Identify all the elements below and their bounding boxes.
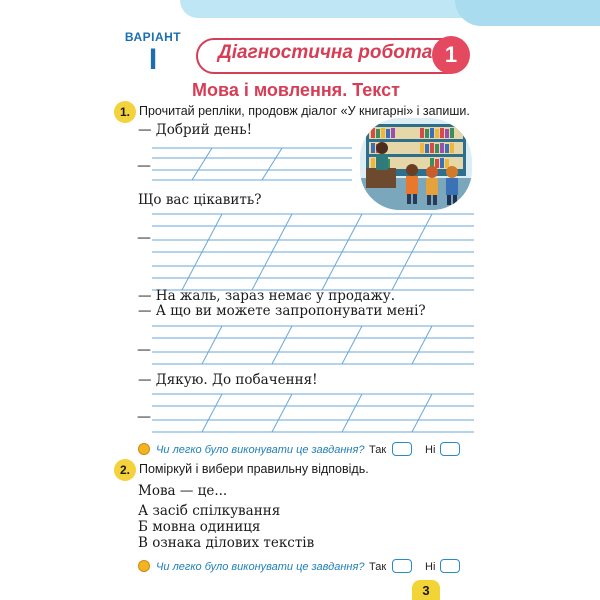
- writing-lines[interactable]: [152, 210, 474, 292]
- top-decoration: [180, 0, 480, 18]
- bookstore-illustration: [360, 118, 472, 210]
- page-subtitle: Мова і мовлення. Текст: [192, 80, 400, 100]
- writing-lines[interactable]: [152, 322, 474, 368]
- dialog-line: — Дякую. До побачення!: [138, 372, 318, 388]
- smiley-icon: [138, 443, 150, 455]
- dialog-line: — На жаль, зараз немає у продажу.: [138, 288, 396, 304]
- answer-dash: —: [137, 230, 151, 246]
- answer-option[interactable]: В ознака ділових текстів: [138, 535, 315, 551]
- feedback-no-checkbox[interactable]: [440, 442, 460, 456]
- variant-label: ВАРІАНТ: [124, 30, 182, 44]
- task-number: 2.: [114, 459, 136, 481]
- task-number: 1.: [114, 101, 136, 123]
- feedback-yes-label: Так: [369, 561, 387, 573]
- dialog-line: — Добрий день!: [138, 122, 253, 138]
- feedback-yes-checkbox[interactable]: [392, 442, 412, 456]
- answer-dash: —: [137, 342, 151, 358]
- smiley-icon: [138, 560, 150, 572]
- dialog-line: — А що ви можете запропонувати мені?: [138, 303, 426, 319]
- feedback-yes-checkbox[interactable]: [392, 559, 412, 573]
- task-instruction: Поміркуй і вибери правильну відповідь.: [139, 462, 369, 476]
- question-stem: Мова — це...: [138, 483, 228, 499]
- answer-option[interactable]: Б мовна одиниця: [138, 519, 261, 535]
- answer-option[interactable]: А засіб спілкування: [138, 503, 281, 519]
- variant-number: I: [148, 43, 158, 76]
- feedback-no-checkbox[interactable]: [440, 559, 460, 573]
- feedback-question: Чи легко було виконувати це завдання?: [156, 561, 365, 573]
- feedback-no-label: Ні: [425, 561, 436, 573]
- page-number: 3: [412, 580, 440, 600]
- feedback-yes-label: Так: [369, 444, 387, 456]
- variant-block: [118, 30, 188, 75]
- dialog-line: Що вас цікавить?: [138, 192, 262, 208]
- writing-lines[interactable]: [152, 144, 352, 184]
- writing-lines[interactable]: [152, 390, 474, 436]
- answer-dash: —: [137, 158, 151, 174]
- title-number-badge: 1: [432, 36, 470, 74]
- task-instruction: Прочитай репліки, продовж діалог «У книгарні» і запиши.: [139, 104, 470, 118]
- page-title: Діагностична робота: [218, 42, 433, 63]
- feedback-question: Чи легко було виконувати це завдання?: [156, 444, 365, 456]
- top-decoration-right: [455, 0, 600, 26]
- answer-dash: —: [137, 409, 151, 425]
- feedback-no-label: Ні: [425, 444, 436, 456]
